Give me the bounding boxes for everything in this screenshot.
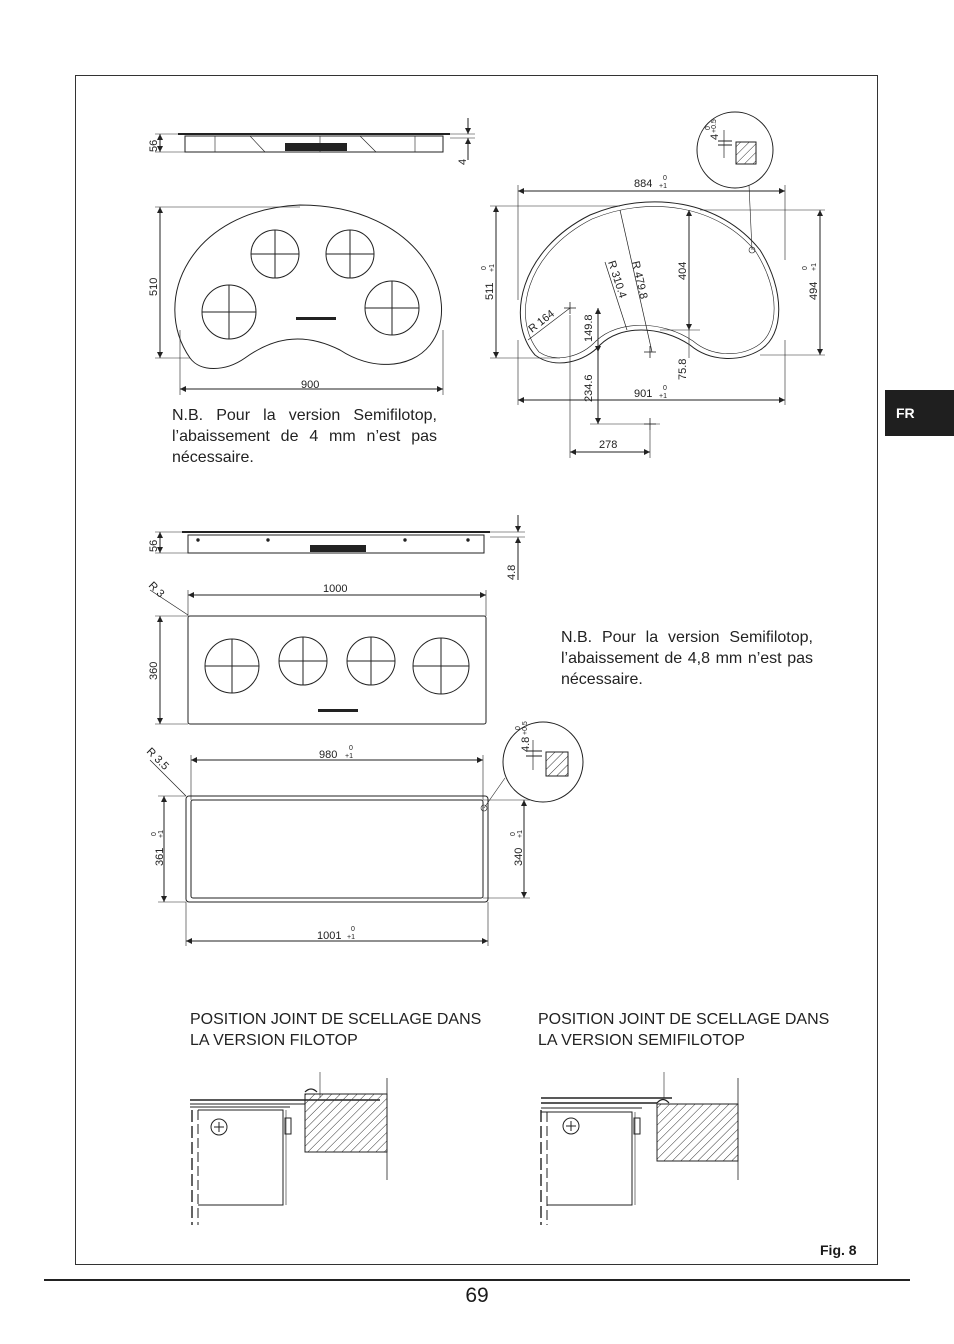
burner-ring [251,230,299,278]
dim-label: 234.6 [583,374,595,402]
footer-rule [44,1279,910,1281]
dim-label: 900 [301,379,320,391]
dim-label: R 310.4 [605,259,629,300]
dim-label: 4 [709,133,721,140]
dim-label: 510 [148,277,160,296]
dim-label: 75.8 [677,358,689,380]
tolerance-label: 0 [663,175,667,182]
burner-ring [202,285,256,339]
tolerance-label: +0.5 [522,721,529,735]
rect-hob-top-view [150,590,486,724]
tolerance-label: +1 [345,753,353,760]
tolerance-label: +0.5 [711,119,718,133]
tolerance-label: 0 [663,385,667,392]
tolerance-label: +1 [517,830,524,838]
dim-label: 340 [513,847,525,866]
tolerance-label: 0 [481,266,488,270]
dim-label: 4.8 [506,564,518,580]
dim-label: 511 [484,282,496,300]
dim-label: 278 [599,439,618,451]
tolerance-label: +1 [659,393,667,400]
burner-ring [413,638,469,694]
note-semifilotop-48mm: N.B. Pour la version Semifilotop, l’abaissement de 4,8 mm n’est pas nécessaire. [561,629,813,688]
caption-filotop: POSITION JOINT DE SCELLAGE DANS LA VERSION FILOTOP [190,1011,482,1049]
dim-label: 1000 [323,583,348,595]
burner-ring [279,637,327,685]
note-semifilotop-4mm: N.B. Pour la version Semifilotop, l’abaissement de 4 mm n’est pas nécessaire. [172,407,437,466]
tolerance-label: 0 [349,745,353,752]
curved-hob-top-view [155,205,443,395]
tolerance-label: 0 [802,266,809,270]
dim-label: 56 [148,139,160,152]
dim-label: 4 [457,158,469,165]
language-tab: FR [885,390,954,436]
dim-label: 56 [148,539,160,552]
dim-label: 1001 [317,930,342,942]
dim-label: 361 [154,847,166,866]
dim-label: 884 [634,178,653,190]
dim-label: 404 [677,261,689,280]
dim-label: 4.8 [520,736,532,752]
curved-hob-side-view [155,118,475,160]
dim-label: 901 [634,388,653,400]
burner-ring [326,230,374,278]
page-number: 69 [465,1284,489,1307]
rect-hob-side-view [155,515,525,580]
tolerance-label: +1 [811,263,818,271]
dim-label: R 479.8 [629,259,650,301]
dim-label: R 3 [145,579,167,601]
tolerance-label: +1 [347,934,355,941]
figure-label: Fig. 8 [820,1242,857,1258]
tolerance-label: 0 [351,926,355,933]
dim-label: R 164 [526,307,557,336]
tolerance-label: 0 [705,126,712,130]
tolerance-label: 0 [510,832,517,836]
section-semifilotop [541,1072,738,1225]
dim-label: 360 [148,661,160,680]
tolerance-label: 0 [515,726,522,730]
tolerance-label: +1 [158,830,165,838]
tolerance-label: 0 [151,832,158,836]
rect-cutout-view [150,755,530,946]
burner-ring [365,281,419,335]
dim-label: 980 [319,749,338,761]
dim-label: R 3.5 [143,745,171,773]
dim-label: 149.8 [583,314,595,342]
tolerance-label: +1 [489,264,496,272]
burner-ring [205,639,259,693]
dim-label: 494 [808,281,820,300]
detail-circle-48mm [481,722,583,811]
caption-semifilotop: POSITION JOINT DE SCELLAGE DANS LA VERSION SEMIFILOTOP [538,1011,830,1049]
tolerance-label: +1 [659,183,667,190]
section-filotop [190,1072,387,1225]
burner-ring [347,637,395,685]
